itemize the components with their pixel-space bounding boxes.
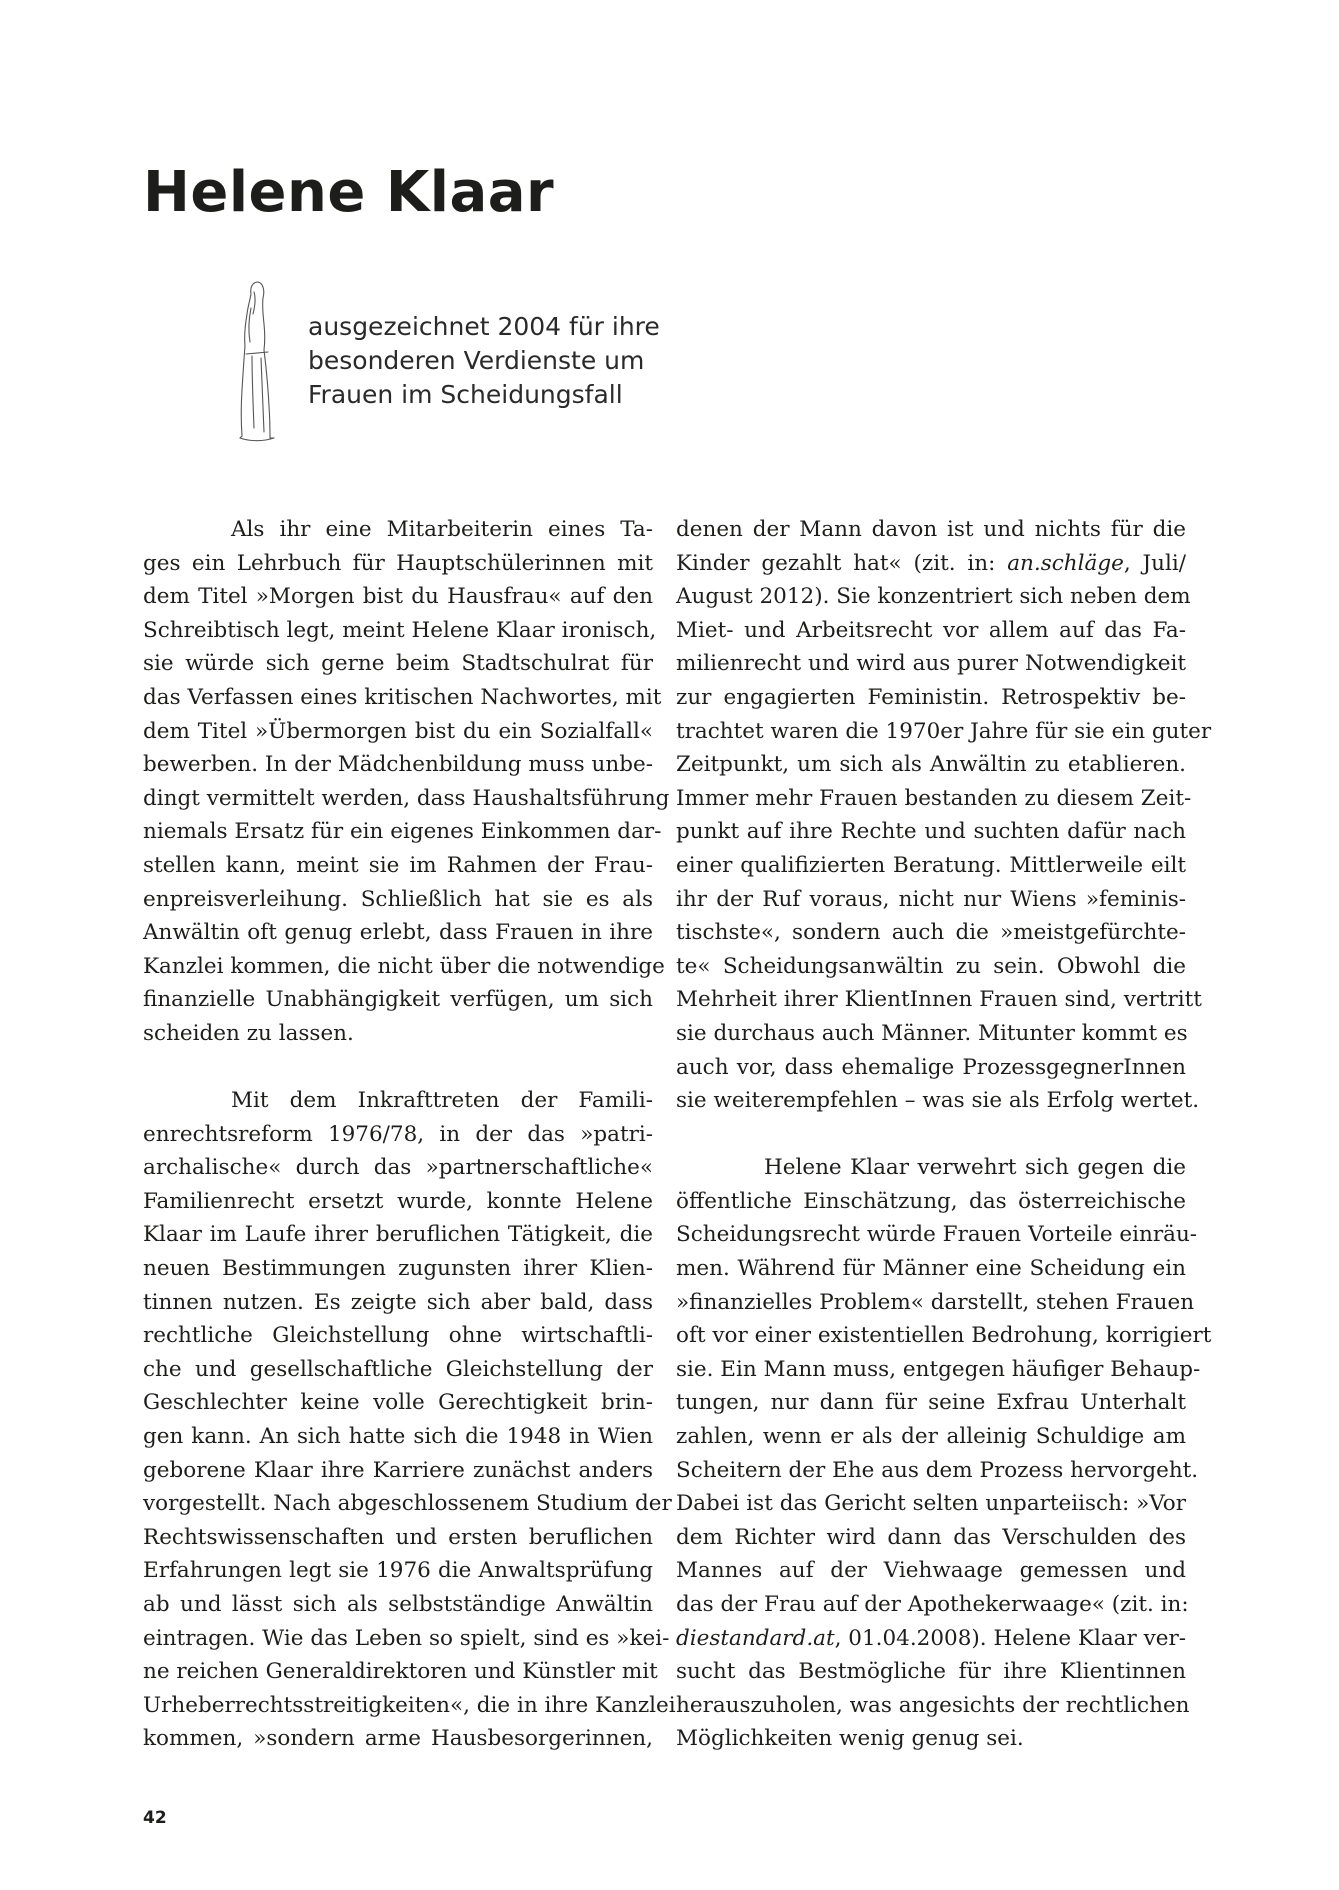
- text-line: Mehrheit ihrer KlientInnen Frauen sind, vertritt: [676, 987, 1202, 1013]
- statuette-sketch-icon: [228, 278, 284, 458]
- text-line: denen der Mann davon ist und nichts für die: [676, 517, 1186, 542]
- text-line: rechtliche Gleichstellung ohne wirtschaftli-: [143, 1323, 653, 1349]
- text-line: sucht das Bestmögliche für ihre Klientinnen: [676, 1659, 1186, 1685]
- text-line: te« Scheidungsanwältin zu sein. Obwohl die: [676, 953, 1186, 979]
- text-line: Anwältin oft genug erlebt, dass Frauen in ihre: [143, 920, 653, 946]
- text-line: Kanzlei kommen, die nicht über die notwendige: [143, 953, 665, 979]
- text-line: trachtet waren die 1970er Jahre für sie ein guter: [676, 718, 1212, 744]
- text-line: das der Frau auf der Apothekerwaage« (zit. in:: [676, 1592, 1189, 1617]
- source-citation: an.schläge: [1007, 550, 1124, 576]
- text-line: dem Titel »Übermorgen bist du ein Sozialfall«: [143, 718, 653, 744]
- text-line: öffentliche Einschätzung, das österreichische: [676, 1188, 1186, 1214]
- paragraph-gap: [676, 1118, 1186, 1152]
- text-line: men. Während für Männer eine Scheidung ein: [676, 1256, 1186, 1282]
- text-line: che und gesellschaftliche Gleichstellung der: [143, 1356, 653, 1382]
- text-line: das Verfassen eines kritischen Nachwortes, mit: [143, 684, 662, 710]
- text-line: dingt vermittelt werden, dass Haushaltsführung: [143, 785, 670, 811]
- text-line: ihr der Ruf voraus, nicht nur Wiens »feminis-: [676, 886, 1186, 912]
- text-line: Geschlechter keine volle Gerechtigkeit brin-: [143, 1390, 653, 1416]
- text-line: sie durchaus auch Männer. Mitunter kommt es: [676, 1020, 1188, 1046]
- text-line: oft vor einer existentiellen Bedrohung, korrigiert: [676, 1323, 1212, 1349]
- text-line: milienrecht und wird aus purer Notwendigkeit: [676, 651, 1186, 677]
- text-line: niemals Ersatz für ein eigenes Einkommen dar-: [143, 819, 662, 845]
- text-line: Scheitern der Ehe aus dem Prozess hervorgeht.: [676, 1457, 1199, 1483]
- text-line: auch vor, dass ehemalige ProzessgegnerInnen: [676, 1054, 1186, 1080]
- text-line: ab und lässt sich als selbstständige Anwältin: [143, 1592, 653, 1617]
- text-line: Helene Klaar verwehrt sich gegen die: [764, 1155, 1186, 1181]
- text-line: Schreibtisch legt, meint Helene Klaar ironisch,: [143, 617, 657, 643]
- text-line: neuen Bestimmungen zugunsten ihrer Klien-: [143, 1256, 653, 1282]
- left-text-column: [143, 513, 676, 1756]
- text-line: enrechtsreform 1976/78, in der das »patri-: [143, 1121, 653, 1147]
- text-line: Erfahrungen legt sie 1976 die Anwaltsprüfung: [143, 1558, 653, 1584]
- text-line: scheiden zu lassen.: [143, 1020, 354, 1046]
- text-line: Mannes auf der Viehwaage gemessen und: [676, 1558, 1186, 1584]
- text-line: Kinder gezahlt hat« (zit. in: an.schläge, Juli/: [676, 550, 1186, 576]
- text-line: gen kann. An sich hatte sich die 1948 in Wien: [143, 1424, 653, 1450]
- text-line: bewerben. In der Mädchenbildung muss unbe-: [143, 752, 653, 778]
- text-line: punkt auf ihre Rechte und suchten dafür nach: [676, 819, 1186, 845]
- text-line: sie würde sich gerne beim Stadtschulrat für: [143, 651, 653, 677]
- text-line: geborene Klaar ihre Karriere zunächst anders: [143, 1457, 653, 1483]
- text-line: Als ihr eine Mitarbeiterin eines Ta-: [231, 517, 653, 542]
- text-line: stellen kann, meint sie im Rahmen der Frau-: [143, 852, 653, 878]
- page-number: 42: [143, 1808, 167, 1828]
- text-line: einer qualifizierten Beratung. Mittlerweile eilt: [676, 852, 1186, 878]
- text-line: ne reichen Generaldirektoren und Künstler mit: [143, 1659, 658, 1685]
- text-line: Dabei ist das Gericht selten unparteiisch: »Vor: [676, 1491, 1186, 1517]
- text-line: diestandard.at, 01.04.2008). Helene Klaar ver-: [676, 1625, 1187, 1651]
- paragraph-gap: [143, 1051, 653, 1085]
- text-line: Immer mehr Frauen bestanden zu diesem Zeit-: [676, 785, 1192, 811]
- text-line: Zeitpunkt, um sich als Anwältin zu etablieren.: [676, 752, 1186, 778]
- text-line: Scheidungsrecht würde Frauen Vorteile einräu-: [676, 1222, 1198, 1248]
- source-citation: diestandard.at: [676, 1625, 835, 1651]
- text-line: Familienrecht ersetzt wurde, konnte Helene: [143, 1188, 653, 1214]
- subtitle-line: Frauen im Scheidungsfall: [308, 380, 623, 409]
- text-line: ges ein Lehrbuch für Hauptschülerinnen mit: [143, 550, 653, 576]
- text-line: sie. Ein Mann muss, entgegen häufiger Behaup-: [676, 1356, 1201, 1382]
- text-line: Rechtswissenschaften und ersten beruflichen: [143, 1524, 653, 1550]
- text-line: tinnen nutzen. Es zeigte sich aber bald, dass: [143, 1289, 653, 1315]
- text-line: Miet- und Arbeitsrecht vor allem auf das Fa-: [676, 617, 1186, 643]
- text-line: August 2012). Sie konzentriert sich neben dem: [676, 584, 1191, 610]
- text-line: Möglichkeiten wenig genug sei.: [676, 1726, 1024, 1752]
- text-line: tungen, nur dann für seine Exfrau Unterhalt: [676, 1390, 1186, 1416]
- text-line: enpreisverleihung. Schließlich hat sie es als: [143, 886, 653, 912]
- text-line: kommen, »sondern arme Hausbesorgerinnen,: [143, 1726, 653, 1752]
- text-line: tischste«, sondern auch die »meistgefürchte-: [676, 920, 1186, 946]
- text-line: archalische« durch das »partnerschaftliche«: [143, 1155, 653, 1181]
- text-line: Urheberrechtsstreitigkeiten«, die in ihre Kanzlei: [143, 1692, 676, 1718]
- right-text-column: [676, 513, 1212, 1756]
- text-line: herauszuholen, was angesichts der rechtlichen: [676, 1692, 1190, 1718]
- text-line: zur engagierten Feministin. Retrospektiv be-: [676, 684, 1186, 710]
- text-line: Mit dem Inkrafttreten der Famili-: [231, 1088, 653, 1114]
- text-line: sie weiterempfehlen – was sie als Erfolg wertet.: [676, 1088, 1200, 1114]
- subtitle-line: ausgezeichnet 2004 für ihre: [308, 312, 660, 341]
- subtitle-line: besonderen Verdienste um: [308, 346, 645, 375]
- text-line: Klaar im Laufe ihrer beruflichen Tätigkeit, die: [143, 1222, 653, 1248]
- award-subtitle: [308, 310, 660, 412]
- text-line: »finanzielles Problem« darstellt, stehen Frauen: [676, 1289, 1195, 1315]
- page-title: Helene Klaar: [143, 160, 555, 225]
- text-line: finanzielle Unabhängigkeit verfügen, um sich: [143, 987, 653, 1013]
- text-line: dem Titel »Morgen bist du Hausfrau« auf den: [143, 584, 653, 610]
- text-line: eintragen. Wie das Leben so spielt, sind es »kei-: [143, 1625, 670, 1651]
- text-line: zahlen, wenn er als der alleinig Schuldige am: [676, 1424, 1186, 1450]
- text-line: dem Richter wird dann das Verschulden des: [676, 1524, 1186, 1550]
- text-line: vorgestellt. Nach abgeschlossenem Studium der: [143, 1491, 672, 1517]
